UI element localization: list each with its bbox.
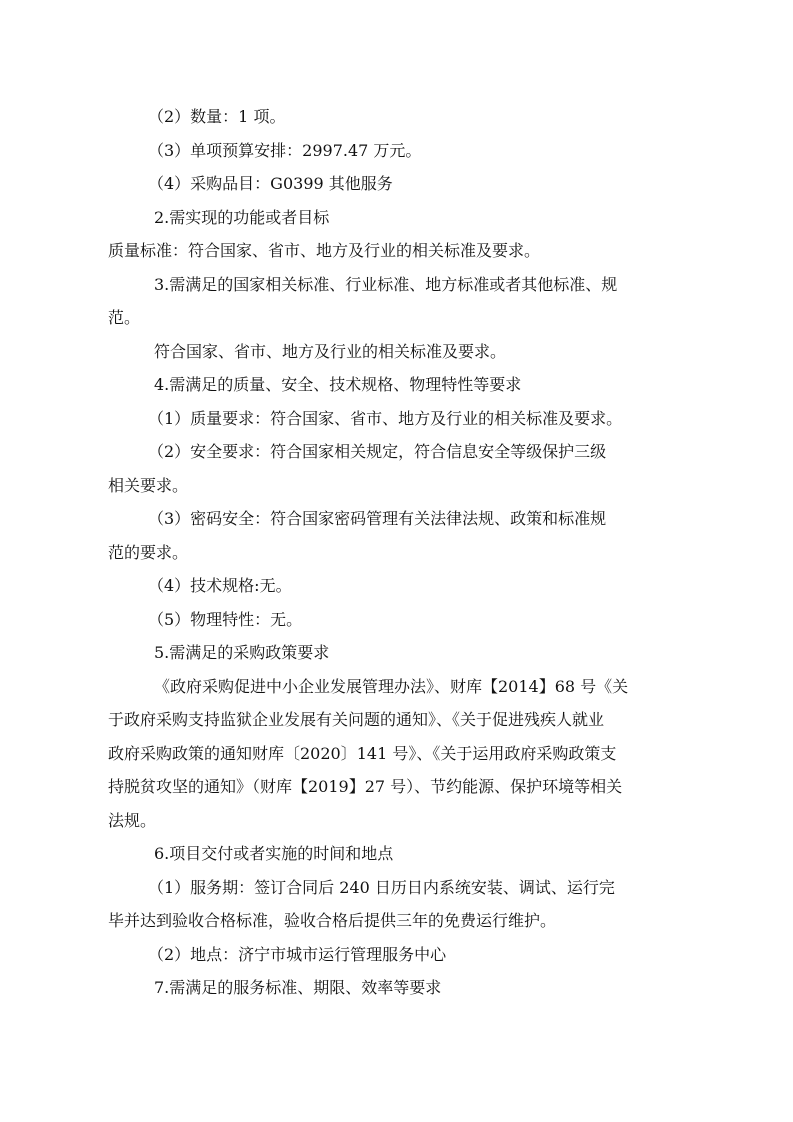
section-heading-2: 2.需实现的功能或者目标 bbox=[154, 207, 330, 227]
document-body bbox=[108, 100, 692, 1005]
list-item-location: （2）地点：济宁市城市运行管理服务中心 bbox=[148, 944, 447, 964]
paragraph-policy-line-5: 法规。 bbox=[108, 810, 157, 830]
section-heading-5: 5.需满足的采购政策要求 bbox=[154, 643, 330, 662]
section-heading-3: 3.需满足的国家相关标准、行业标准、地方标准或者其他标准、规 bbox=[154, 274, 618, 294]
list-item-budget: （3）单项预算安排：2997.47 万元。 bbox=[148, 140, 422, 160]
paragraph-policy-line-1: 《政府采购促进中小企业发展管理办法》、财库【2014】68 号《关 bbox=[154, 676, 629, 696]
list-item-security-requirement-continued: 相关要求。 bbox=[108, 475, 189, 495]
list-item-quality-requirement: （1）质量要求：符合国家、省市、地方及行业的相关标准及要求。 bbox=[148, 408, 623, 428]
list-item-quantity: （2）数量：1 项。 bbox=[148, 107, 286, 126]
list-item-crypto-security-continued: 范的要求。 bbox=[108, 542, 189, 562]
paragraph-quality-standard: 质量标准：符合国家、省市、地方及行业的相关标准及要求。 bbox=[108, 241, 541, 260]
list-item-service-period: （1）服务期：签订合同后 240 日历日内系统安装、调试、运行完 bbox=[148, 877, 615, 897]
list-item-crypto-security: （3）密码安全：符合国家密码管理有关法律法规、政策和标准规 bbox=[148, 509, 607, 528]
paragraph-policy-line-3: 政府采购政策的通知财库〔2020〕141 号》、《关于运用政府采购政策支 bbox=[108, 743, 617, 763]
paragraph-standards: 符合国家、省市、地方及行业的相关标准及要求。 bbox=[154, 341, 507, 361]
list-item-service-period-continued: 毕并达到验收合格标准，验收合格后提供三年的免费运行维护。 bbox=[108, 911, 557, 930]
paragraph-policy-line-4: 持脱贫攻坚的通知》（财库【2019】27 号）、节约能源、保护环境等相关 bbox=[108, 777, 623, 796]
section-heading-6: 6.项目交付或者实施的时间和地点 bbox=[154, 844, 394, 863]
paragraph-policy-line-2: 于政府采购支持监狱企业发展有关问题的通知》、《关于促进残疾人就业 bbox=[108, 710, 605, 729]
list-item-security-requirement: （2）安全要求：符合国家相关规定，符合信息安全等级保护三级 bbox=[148, 442, 607, 461]
list-item-technical-spec: （4）技术规格:无。 bbox=[148, 576, 292, 595]
list-item-procurement-category: （4）采购品目：G0399 其他服务 bbox=[148, 174, 393, 193]
section-heading-4: 4.需满足的质量、安全、技术规格、物理特性等要求 bbox=[154, 375, 522, 394]
list-item-physical-properties: （5）物理特性：无。 bbox=[148, 609, 303, 629]
section-heading-7: 7.需满足的服务标准、期限、效率等要求 bbox=[154, 978, 442, 997]
section-heading-3-continued: 范。 bbox=[108, 308, 141, 327]
